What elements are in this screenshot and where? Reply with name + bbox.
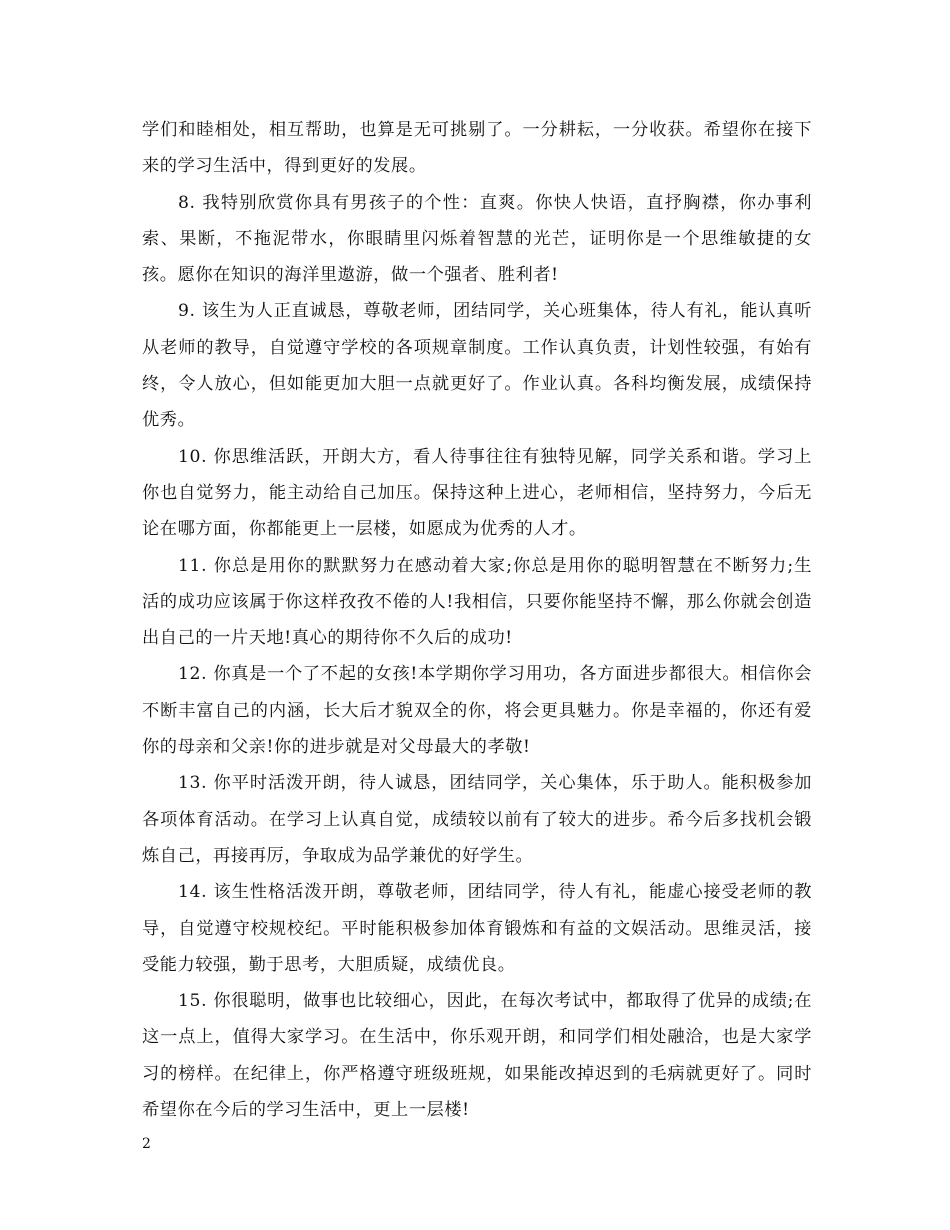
paragraph-comment-12: 12. 你真是一个了不起的女孩!本学期你学习用功，各方面进步都很大。相信你会不断丰富自己的内涵，长大后才貌双全的你，将会更具魅力。你是幸福的，你还有爱你的母亲和父亲!你的进步就是对父母最大的孝敬! (142, 664, 812, 758)
paragraph-comment-13: 13. 你平时活泼开朗，待人诚恳，团结同学，关心集体，乐于助人。能积极参加各项体育活动。在学习上认真自觉，成绩较以前有了较大的进步。希今后多找机会锻炼自己，再接再厉，争取成为品学兼优的好学生。 (142, 773, 812, 866)
paragraph-comment-14: 14. 该生性格活泼开朗，尊敬老师，团结同学，待人有礼，能虚心接受老师的教导，自觉遵守校规校纪。平时能积极参加体育锻炼和有益的文娱活动。思维灵活，接受能力较强，勤于思考，大胆质疑，成绩优良。 (142, 882, 812, 975)
paragraph-comment-9: 9. 该生为人正直诚恳，尊敬老师，团结同学，关心班集体，待人有礼，能认真听从老师的教导，自觉遵守学校的各项规章制度。工作认真负责，计划性较强，有始有终，令人放心，但如能更加大胆一点就更好了。作业认真。各科均衡发展，成绩保持优秀。 (142, 301, 812, 431)
paragraph-comment-8: 8. 我特别欣赏你具有男孩子的个性：直爽。你快人快语，直抒胸襟，你办事利索、果断，不拖泥带水，你眼睛里闪烁着智慧的光芒，证明你是一个思维敏捷的女孩。愿你在知识的海洋里遨游，做一个强者、胜利者! (142, 192, 812, 286)
document-body (142, 112, 812, 1128)
paragraph-continuation: 学们和睦相处，相互帮助，也算是无可挑剔了。一分耕耘，一分收获。希望你在接下来的学习生活中，得到更好的发展。 (142, 120, 812, 177)
paragraph-comment-10: 10. 你思维活跃，开朗大方，看人待事往往有独特见解，同学关系和谐。学习上你也自觉努力，能主动给自己加压。保持这种上进心，老师相信，坚持努力，今后无论在哪方面，你都能更上一层楼，如愿成为优秀的人才。 (142, 446, 812, 540)
paragraph-comment-15: 15. 你很聪明，做事也比较细心，因此，在每次考试中，都取得了优异的成绩;在这一点上，值得大家学习。在生活中，你乐观开朗，和同学们相处融洽，也是大家学习的榜样。在纪律上，你严格遵守班级班规，如果能改掉迟到的毛病就更好了。同时希望你在今后的学习生活中，更上一层楼! (142, 991, 812, 1121)
page-number: 2 (142, 1136, 151, 1152)
paragraph-comment-11: 11. 你总是用你的默默努力在感动着大家;你总是用你的聪明智慧在不断努力;生活的成功应该属于你这样孜孜不倦的人!我相信，只要你能坚持不懈，那么你就会创造出自己的一片天地!真心的期待你不久后的成功! (142, 555, 812, 649)
